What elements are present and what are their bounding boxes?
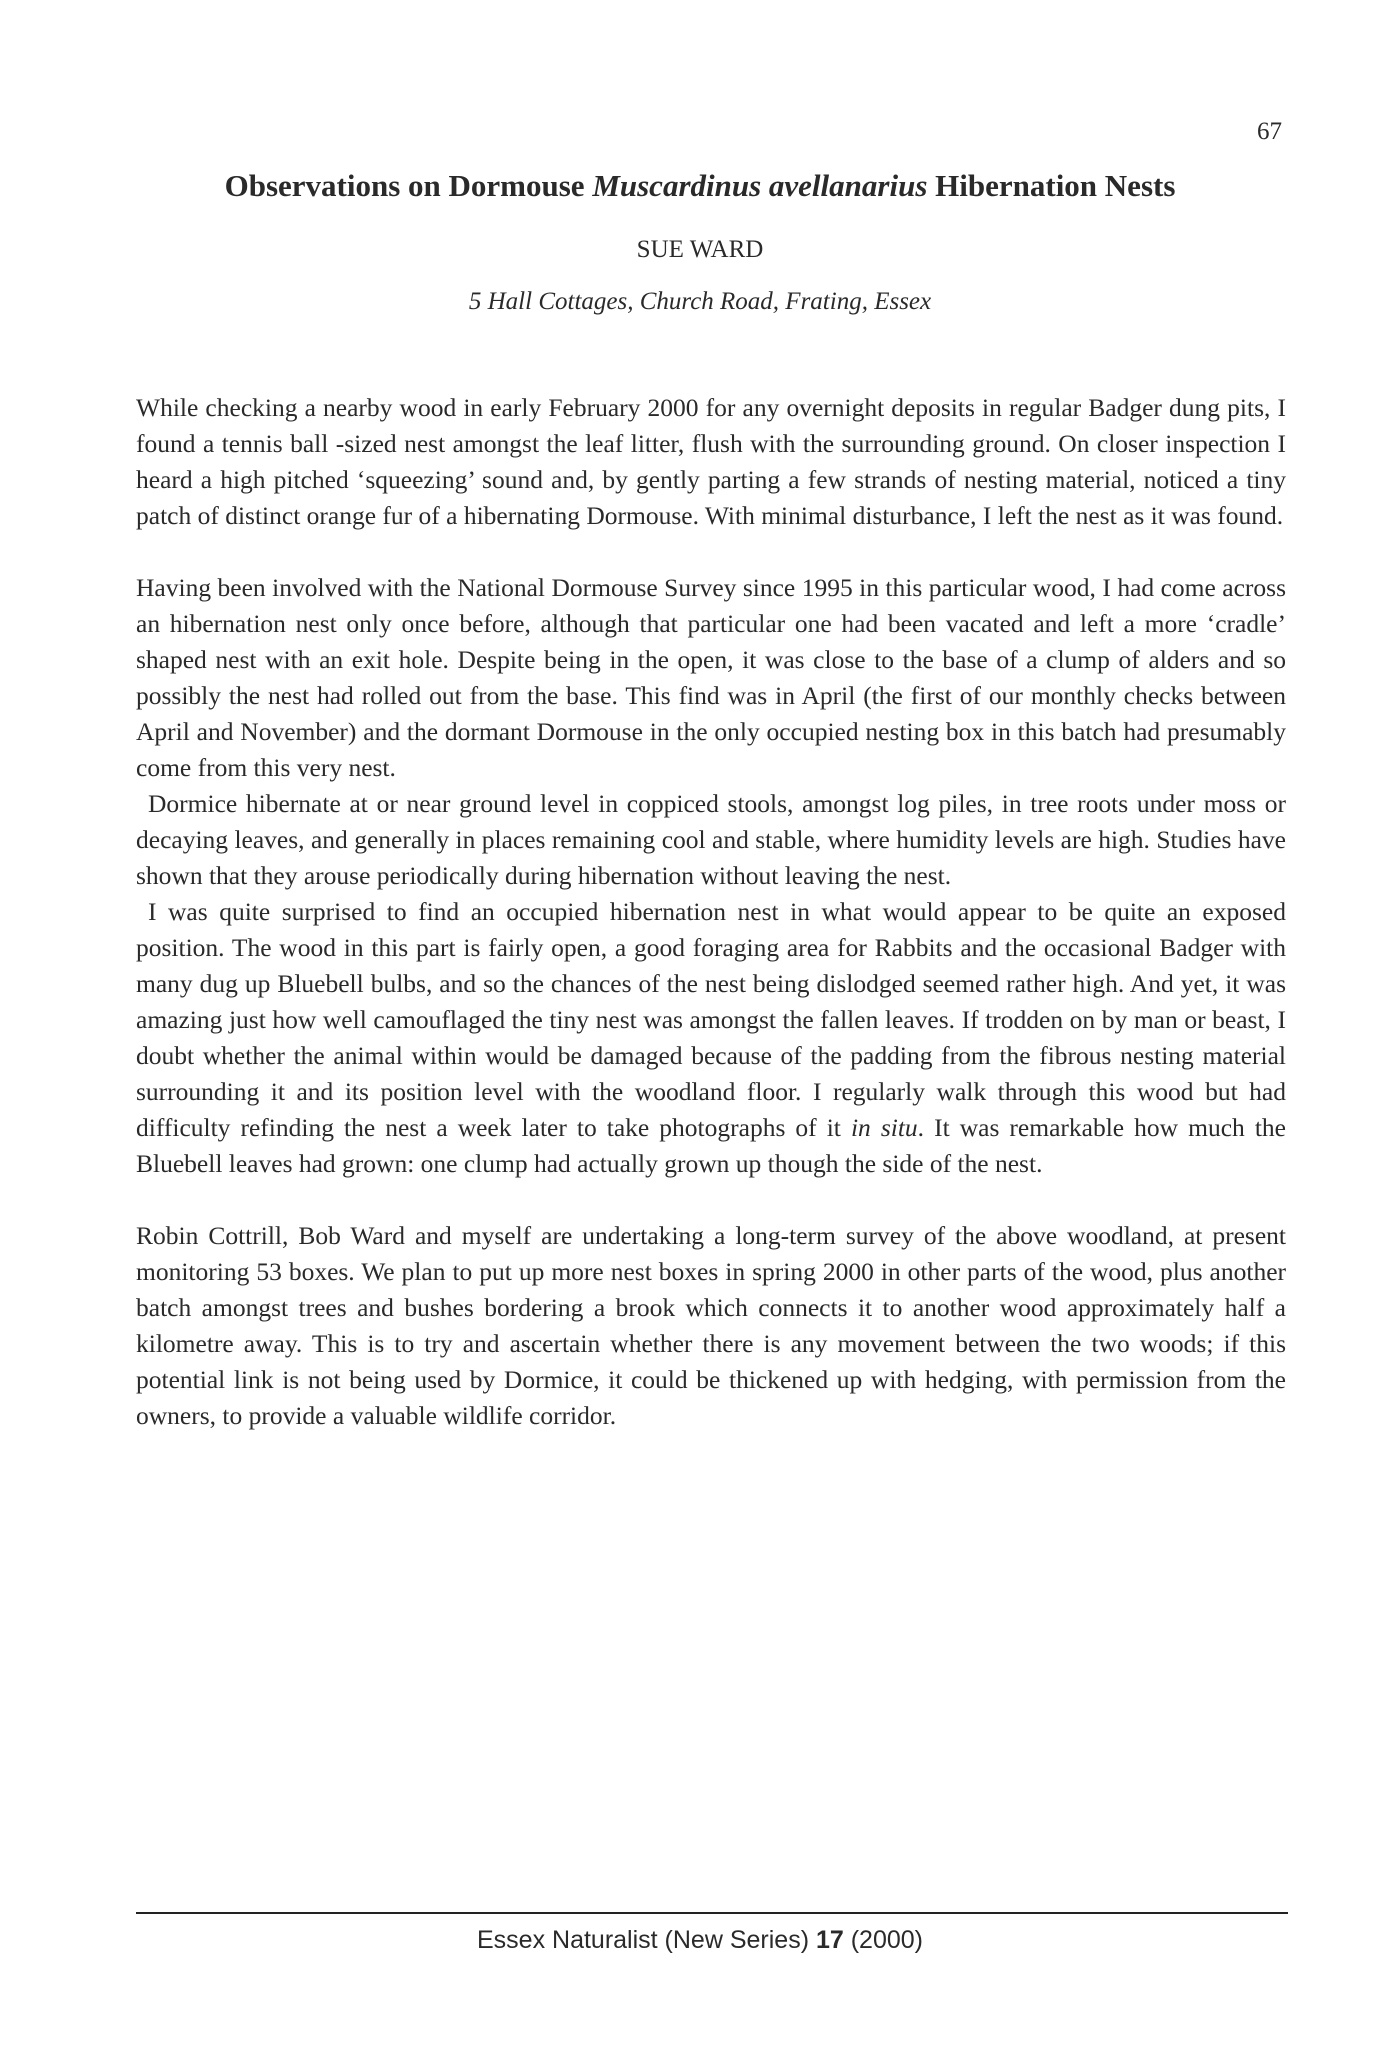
title-prefix: Observations on Dormouse [224,168,593,203]
footer-journal: Essex Naturalist (New Series) [476,1926,816,1954]
paragraph-2: Having been involved with the National Dormouse Survey since 1995 in this particular wood, I had come across an hibernation nest only once before, although that particular one had been vacated and left a more ‘cradle’ shaped nest with an exit hole. Despite being in the open, it was close to the base of a clump of alders and so possibly the nest had rolled out from the base. This find was in April (the first of our monthly checks between April and November) and the dormant Dormouse in the only occupied nesting box in this batch had presumably come from this very nest. [136,573,1286,782]
footer-year: (2000) [843,1926,923,1954]
journal-footer [0,1926,1400,1955]
paragraph-4 [136,894,1286,1182]
article-body [136,390,1286,1434]
paragraph-5: Robin Cottrill, Bob Ward and myself are undertaking a long-term survey of the above woodland, at present monitoring 53 boxes. We plan to put up more nest boxes in spring 2000 in other parts of the wood, plus another batch amongst trees and bushes bordering a brook which connects it to another wood approximately half a kilometre away. This is to try and ascertain whether there is any movement between the two woods; if this potential link is not being used by Dormice, it could be thickened up with hedging, with permission from the owners, to provide a valuable wildlife corridor. [136,1221,1286,1430]
author-address: 5 Hall Cottages, Church Road, Frating, Essex [468,288,932,315]
author-name: SUE WARD [636,236,764,263]
article-title [0,168,1400,204]
footer-divider [136,1912,1288,1914]
paragraph-1: While checking a nearby wood in early February 2000 for any overnight deposits in regular Badger dung pits, I found a tennis ball -sized nest amongst the leaf litter, flush with the surrounding ground. On closer inspection I heard a high pitched ‘squeezing’ sound and, by gently parting a few strands of nesting material, noticed a tiny patch of distinct orange fur of a hibernating Dormouse. With minimal disturbance, I left the nest as it was found. [136,393,1286,530]
title-suffix: Hibernation Nests [927,168,1176,203]
footer-volume: 17 [815,1926,844,1954]
paragraph-4-italic: in situ [850,1113,918,1142]
paragraph-4-text-end: . It was remarkable how much the Bluebell leaves had grown: one clump had actually grown up though the side of the nest. [136,1113,1286,1178]
paragraph-4-text: I was quite surprised to find an occupied hibernation nest in what would appear to be quite an exposed position. The wood in this part is fairly open, a good foraging area for Rabbits and the occasional Badger with many dug up Bluebell bulbs, and so the chances of the nest being dislodged seemed rather high. And yet, it was amazing just how well camouflaged the tiny nest was amongst the fallen leaves. If trodden on by man or beast, I doubt whether the animal within would be damaged because of the padding from the fibrous nesting material surrounding it and its position level with the woodland floor. I regularly walk through this wood but had difficulty refinding the nest a week later to take photographs of it [136,897,1286,1142]
page-number: 67 [1257,118,1282,145]
title-species: Muscardinus avellanarius [592,168,928,203]
paragraph-3: Dormice hibernate at or near ground level in coppiced stools, amongst log piles, in tree roots under moss or decaying leaves, and generally in places remaining cool and stable, where humidity levels are high. Studies have shown that they arouse periodically during hibernation without leaving the nest. [136,789,1286,890]
